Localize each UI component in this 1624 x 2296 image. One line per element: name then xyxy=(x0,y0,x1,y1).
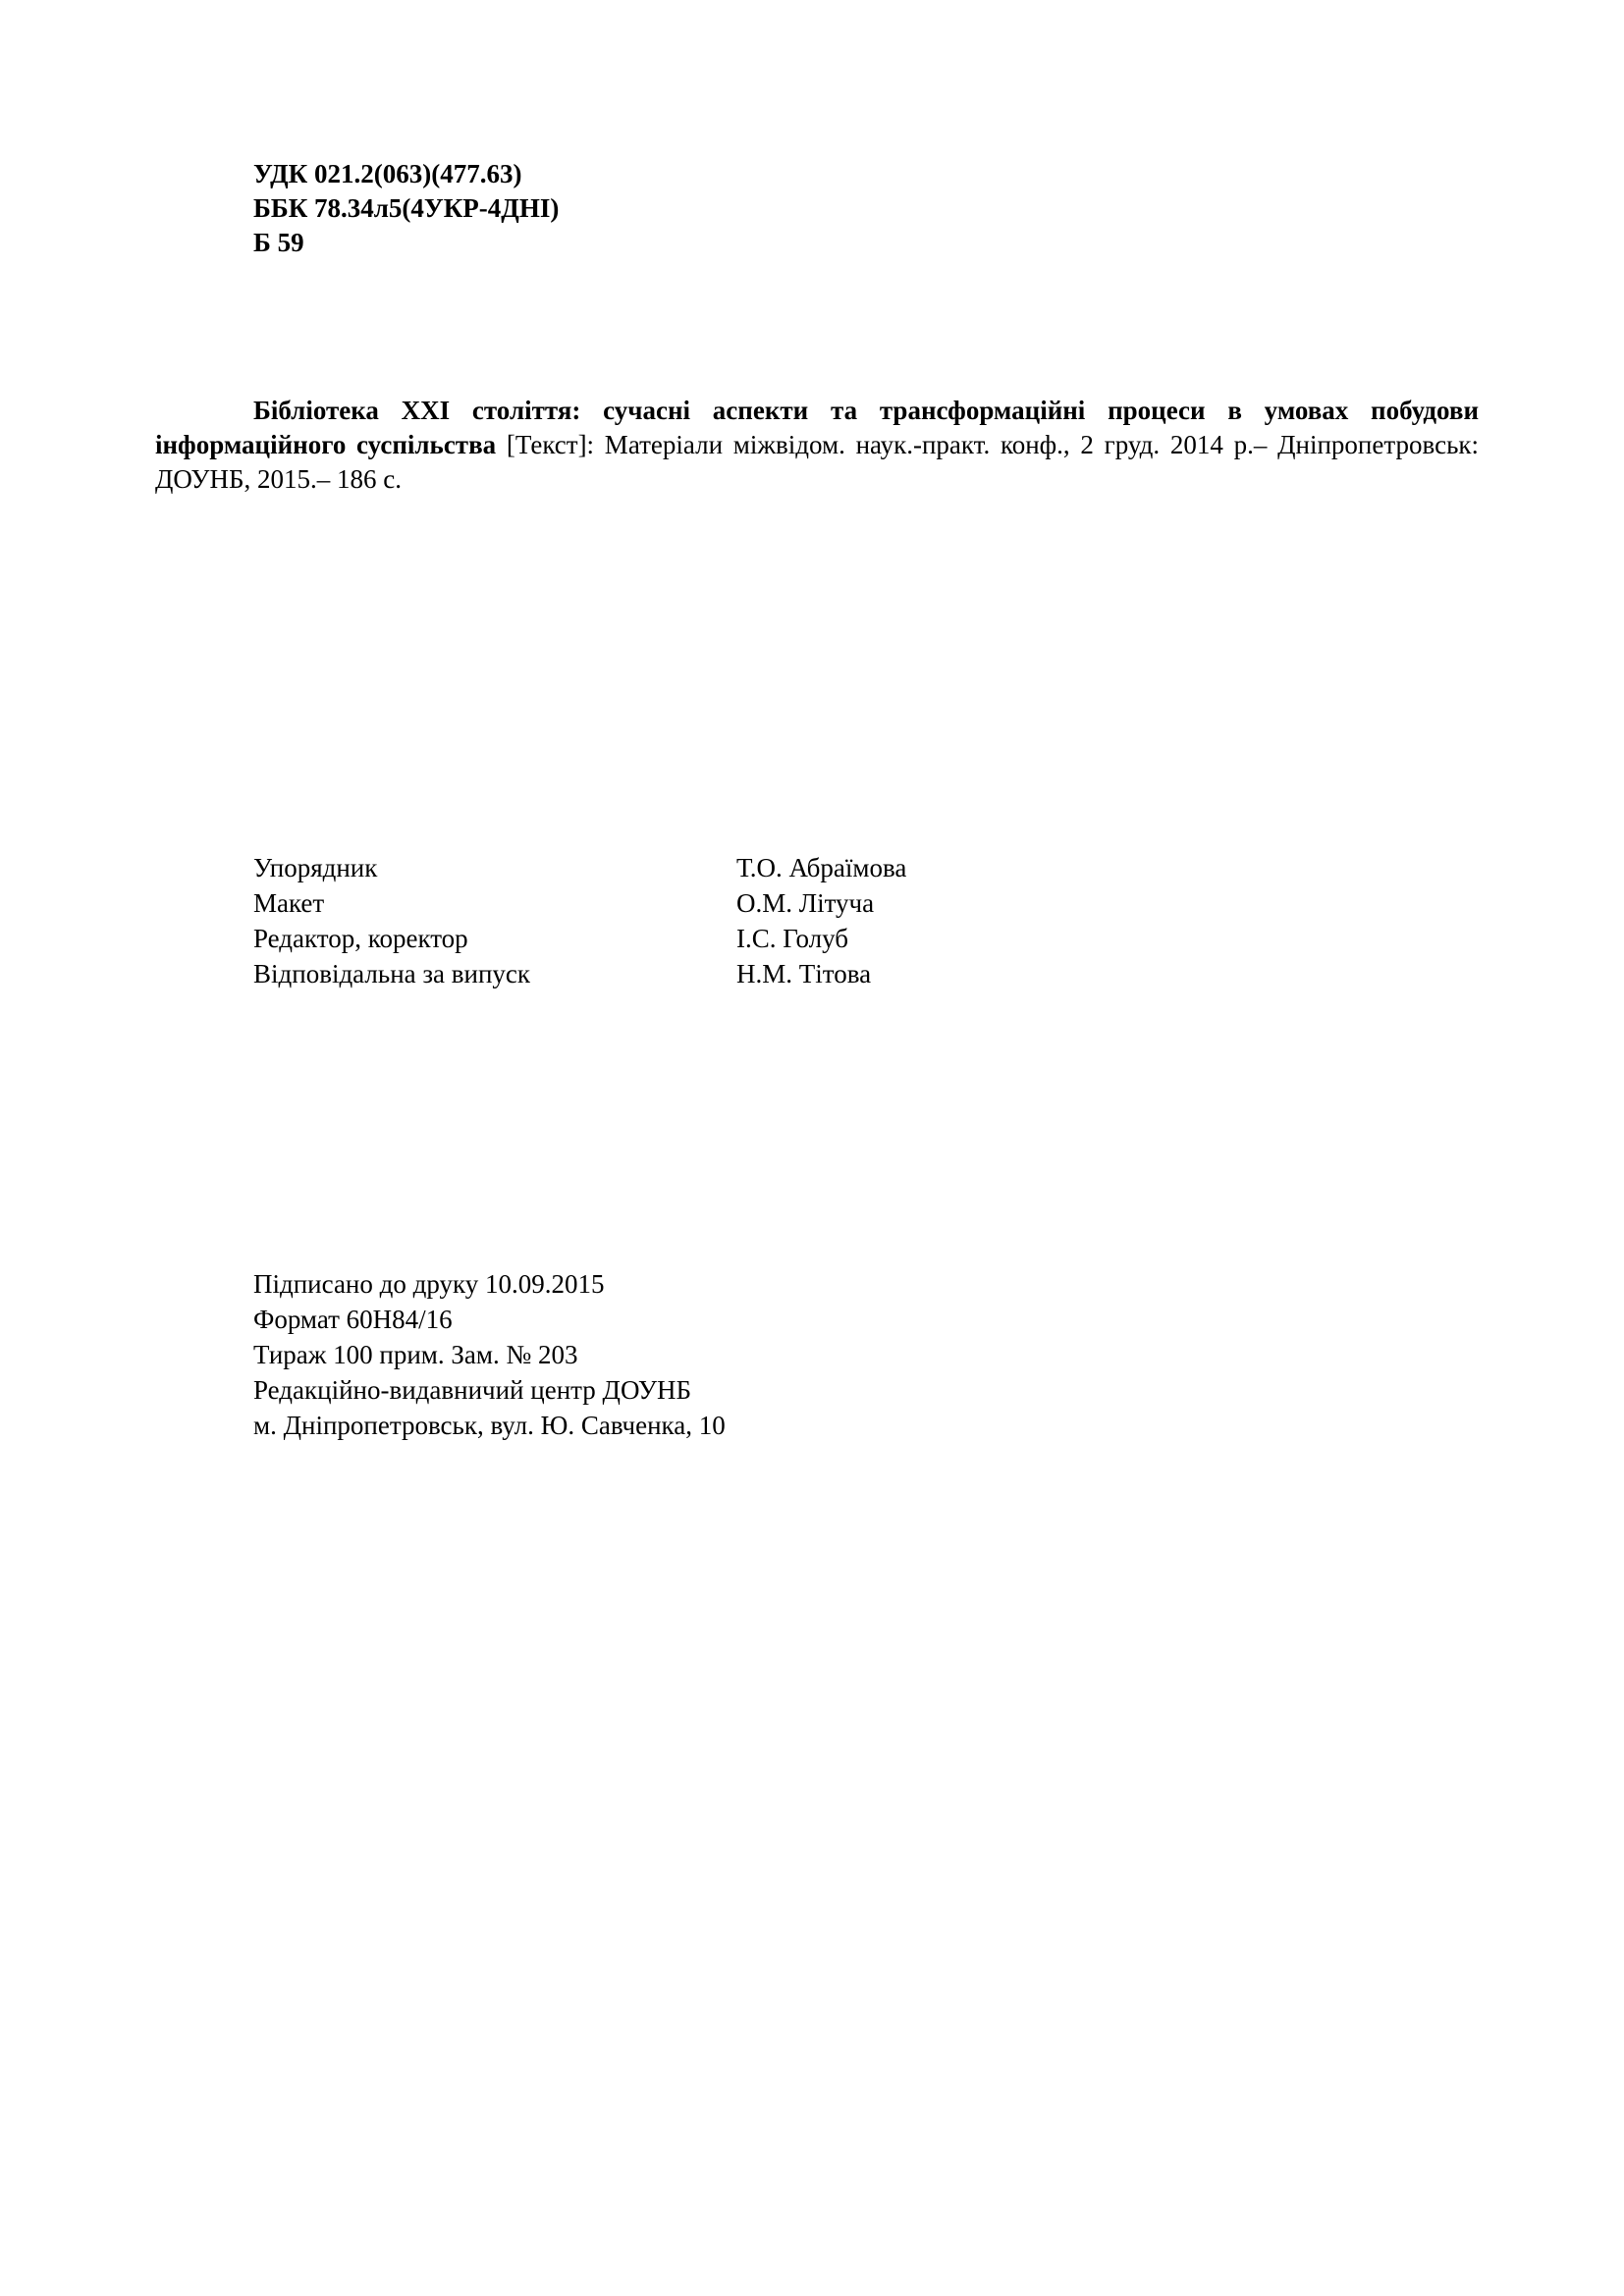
credit-row-responsible xyxy=(253,956,906,991)
publication-title: Бібліотека XXI століття: сучасні аспекти та трансформаційні процеси в умовах побудови інформаційного суспільства xyxy=(155,396,1479,459)
credit-row-layout xyxy=(253,885,906,921)
credit-role: Відповідальна за випуск xyxy=(253,959,531,988)
paper-format: Формат 60Н84/16 xyxy=(253,1305,453,1334)
author-mark: Б 59 xyxy=(253,228,304,257)
imprint-block xyxy=(253,1266,726,1443)
credit-role: Макет xyxy=(253,888,325,918)
credit-name: Н.М. Тітова xyxy=(736,959,872,988)
signed-to-print: Підписано до друку 10.09.2015 xyxy=(253,1269,605,1299)
bbk-code: ББК 78.34л5(4УКР-4ДНІ) xyxy=(253,193,560,223)
credit-name: Т.О. Абраїмова xyxy=(736,853,907,882)
credit-row-compiler xyxy=(253,850,906,885)
print-run: Тираж 100 прим. Зам. № 203 xyxy=(253,1340,578,1369)
credit-role: Редактор, коректор xyxy=(253,924,468,953)
bibliographic-description xyxy=(155,394,1479,497)
classification-codes xyxy=(253,157,559,260)
publication-details: [Текст]: Матеріали міжвідом. наук.-практ. конф., 2 груд. 2014 р.– Дніпропетровськ: ДОУНБ, 2015.– 186 с. xyxy=(155,430,1479,494)
publisher-address: м. Дніпропетровськ, вул. Ю. Савченка, 10 xyxy=(253,1411,726,1440)
publishing-center: Редакційно-видавничий центр ДОУНБ xyxy=(253,1375,692,1405)
credit-name: І.С. Голуб xyxy=(736,924,848,953)
credit-row-editor xyxy=(253,921,906,956)
udk-code: УДК 021.2(063)(477.63) xyxy=(253,159,522,188)
credits-block xyxy=(253,850,906,991)
credit-role: Упорядник xyxy=(253,853,378,882)
credit-name: О.М. Літуча xyxy=(736,888,875,918)
